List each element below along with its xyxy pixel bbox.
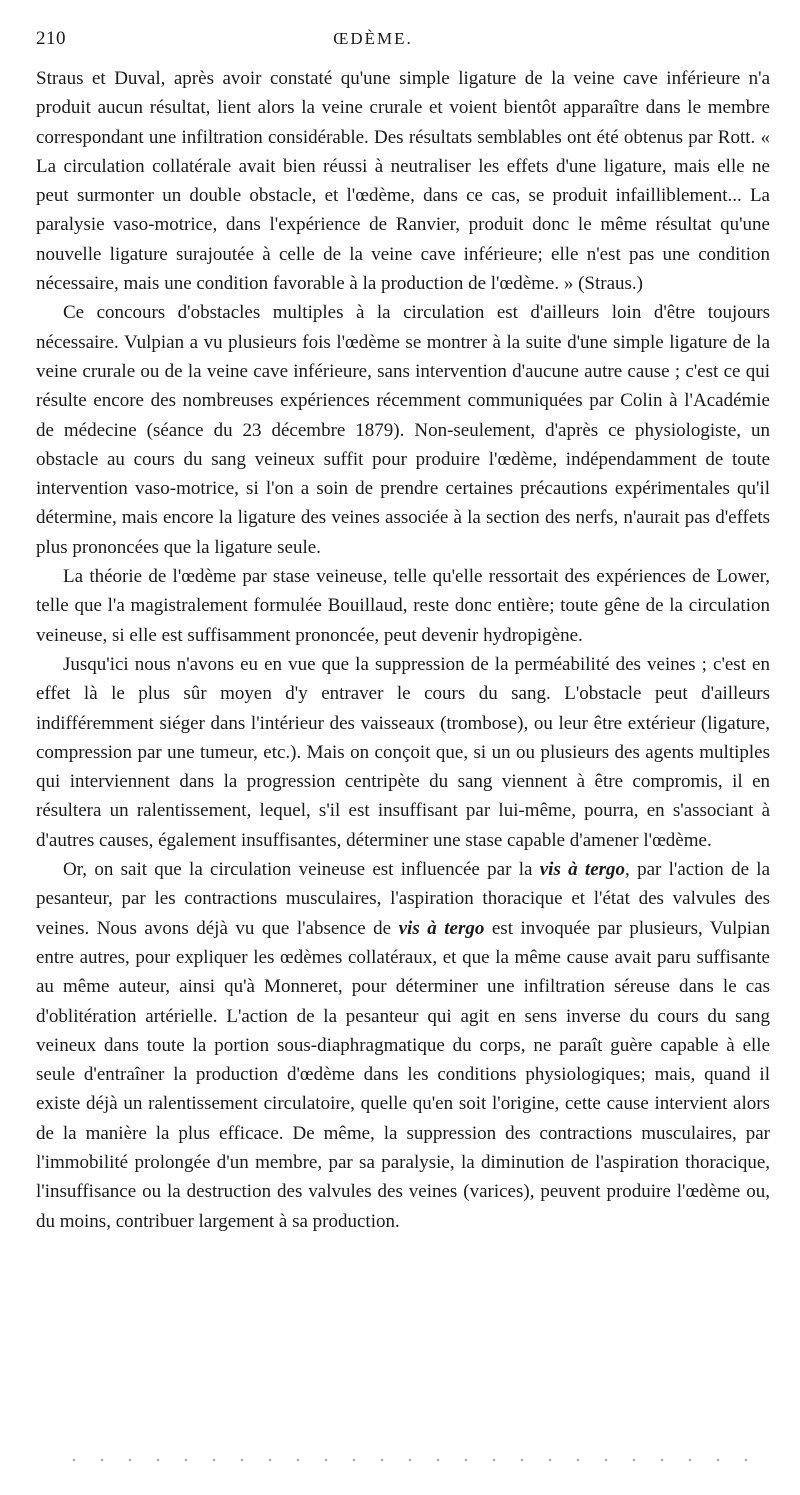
book-page [36, 28, 770, 1236]
running-head: ŒDÈME. [333, 29, 413, 48]
paragraph-text: est invoquée par plusieurs, Vulpian entre autres, pour expliquer les œdèmes collatéraux, et que la même cause avait paru suffisante au même auteur, ainsi qu'à Monneret, pour déterminer une infiltration séreuse dans le cas d'oblitération artérielle. L'action de la pesanteur qui agit en sens inverse du cours du sang veineux dans toute la portion sous-diaphragmatique du corps, ne paraît guère capable à elle seule d'entraîner la production d'œdème dans les conditions physiologiques; mais, quand il existe déjà un ralentissement circulatoire, quelle qu'en soit l'origine, cette cause intervient alors de la manière la plus efficace. De même, la suppression des contractions musculaires, par l'immobilité prolongée d'un membre, par sa paralysie, la diminution de l'aspiration thoracique, l'insuffisance ou la destruction des valvules des veines (varices), peuvent produire l'œdème ou, du moins, contribuer largement à sa production. [36, 917, 770, 1232]
paragraph [36, 562, 770, 650]
scan-artifact-dots [60, 1458, 750, 1462]
body-text [36, 64, 770, 1236]
paragraph [36, 650, 770, 855]
paragraph-text: La théorie de l'œdème par stase veineuse, telle qu'elle ressortait des expériences de Lower, telle que l'a magistralement formulée Bouillaud, reste donc entière; toute gêne de la circulation veineuse, si elle est suffisamment prononcée, peut devenir hydropigène. [36, 566, 770, 646]
paragraph [36, 298, 770, 562]
paragraph [36, 64, 770, 298]
paragraph-text: , par l'action de la pesanteur, par les contractions musculaires, l'aspiration thoracique et l'état des valvules des veines. Nous avons déjà vu que l'absence de [36, 859, 771, 939]
paragraph-text: Straus et Duval, après avoir constaté qu'une simple ligature de la veine cave inférieure n'a produit aucun résultat, lient alors la veine crurale et voient bientôt apparaître dans le membre correspondant une infiltration considérable. Des résultats semblables ont été obtenus par Rott. « La circulation collatérale avait bien réussi à neutraliser les effets d'une ligature, mais elle ne peut surmonter un double obstacle, et l'œdème, dans ce cas, se produit infailliblement... La paralysie vaso-motrice, dans l'expérience de Ranvier, produit donc le même résultat qu'une nouvelle ligature surajoutée à celle de la veine cave inférieure; elle n'est pas une condition nécessaire, mais une condition favorable à la production de l'œdème. » (Straus.) [36, 68, 770, 295]
paragraph [36, 855, 770, 1236]
paragraph-text: Ce concours d'obstacles multiples à la circulation est d'ailleurs loin d'être toujours nécessaire. Vulpian a vu plusieurs fois l'œdème se montrer à la suite d'une simple ligature de la veine crurale ou de la veine cave inférieure, sans intervention d'aucune autre cause ; c'est ce qui résulte encore des nombreuses expériences récemment communiquées par Colin à l'Académie de médecine (séance du 23 décembre 1879). Non-seulement, d'après ce physiologiste, un obstacle au cours du sang veineux suffit pour produire l'œdème, indépendamment de toute intervention vaso-motrice, si l'on a soin de prendre certaines précautions expérimentales qu'il détermine, mais encore la ligature des veines associée à la section des nerfs, n'aurait pas d'effets plus prononcées que la ligature seule. [36, 302, 770, 558]
italic-term: vis à tergo [539, 859, 626, 881]
page-number: 210 [36, 28, 66, 49]
page-header [36, 28, 770, 58]
italic-term: vis à tergo [398, 917, 485, 939]
paragraph-text: Jusqu'ici nous n'avons eu en vue que la suppression de la perméabilité des veines ; c'est en effet là le plus sûr moyen d'y entraver le cours du sang. L'obstacle peut d'ailleurs indifféremment siéger dans l'intérieur des vaisseaux (trombose), ou leur être extérieur (ligature, compression par une tumeur, etc.). Mais on conçoit que, si un ou plusieurs des agents multiples qui interviennent dans la progression centripète du sang viennent à être compromis, il en résultera un ralentissement, lequel, s'il est insuffisant par lui-même, pourra, en s'associant à d'autres causes, également insuffisantes, déterminer une stase capable d'amener l'œdème. [36, 653, 770, 851]
paragraph-text: Or, on sait que la circulation veineuse est influencée par la [63, 859, 540, 881]
